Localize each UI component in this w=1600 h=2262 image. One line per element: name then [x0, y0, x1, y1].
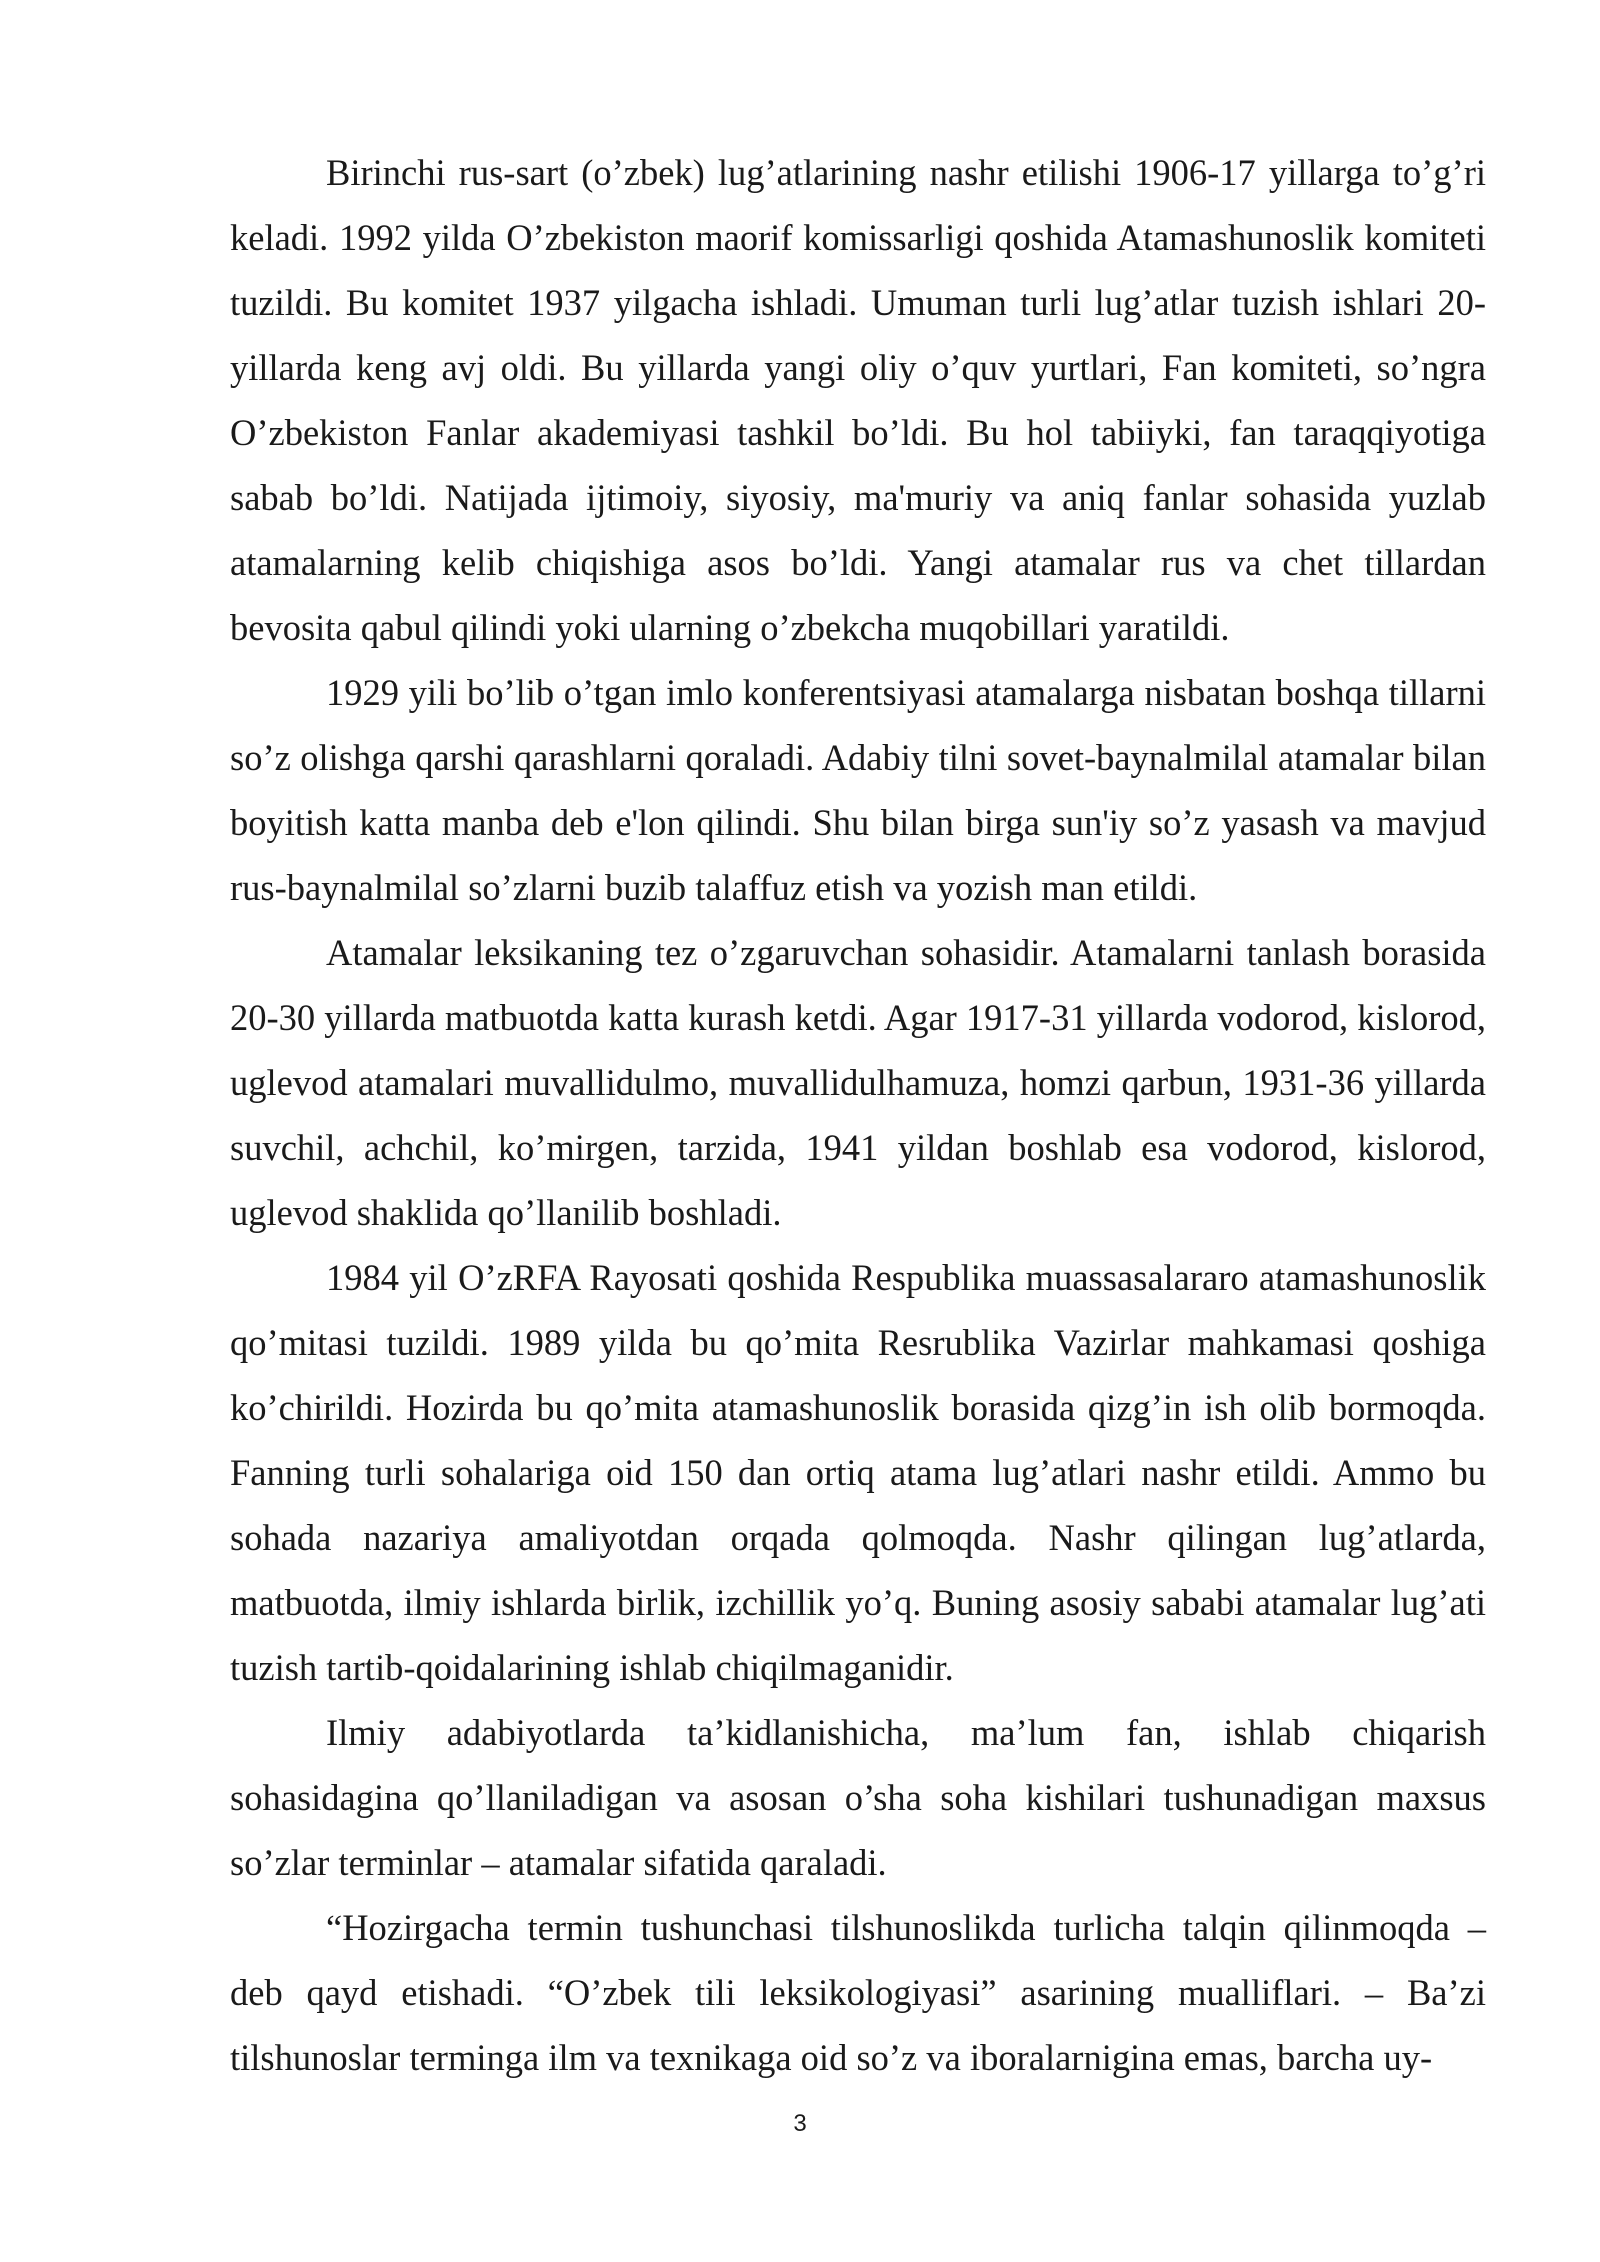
document-body [230, 140, 1486, 2090]
paragraph-6: “Hozirgacha termin tushunchasi tilshunoslikda turlicha talqin qilinmoqda – deb qayd etishadi. “O’zbek tili leksikologiyasi” asarining mualliflari. – Ba’zi tilshunoslar terminga ilm va texnikaga oid so’z va iboralarnigina emas, barcha uy- [230, 1907, 1486, 2078]
page-number: 3 [793, 2110, 807, 2137]
paragraph-2: 1929 yili bo’lib o’tgan imlo konferentsiyasi atamalarga nisbatan boshqa tillarni so’z olishga qarshi qarashlarni qoraladi. Adabiy tilni sovet-baynalmilal atamalar bilan boyitish katta manba deb e'lon qilindi. Shu bilan birga sun'iy so’z yasash va mavjud rus-baynalmilal so’zlarni buzib talaffuz etish va yozish man etildi. [230, 672, 1486, 908]
paragraph-3: Atamalar leksikaning tez o’zgaruvchan sohasidir. Atamalarni tanlash borasida 20-30 yillarda matbuotda katta kurash ketdi. Agar 1917-31 yillarda vodorod, kislorod, uglevod atamalari muvallidulmo, muvallidulhamuza, homzi qarbun, 1931-36 yillarda suvchil, achchil, ko’mirgen, tarzida, 1941 yildan boshlab esa vodorod, kislorod, uglevod shaklida qo’llanilib boshladi. [230, 932, 1486, 1233]
paragraph-5: Ilmiy adabiyotlarda ta’kidlanishicha, ma’lum fan, ishlab chiqarish sohasidagina qo’llaniladigan va asosan o’sha soha kishilari tushunadigan maxsus so’zlar terminlar – atamalar sifatida qaraladi. [230, 1712, 1486, 1883]
paragraph-4: 1984 yil O’zRFA Rayosati qoshida Respublika muassasalararo atamashunoslik qo’mitasi tuzildi. 1989 yilda bu qo’mita Resrublika Vazirlar mahkamasi qoshiga ko’chirildi. Hozirda bu qo’mita atamashunoslik borasida qizg’in ish olib bormoqda. Fanning turli sohalariga oid 150 dan ortiq atama lug’atlari nashr etildi. Ammo bu sohada nazariya amaliyotdan orqada qolmoqda. Nashr qilingan lug’atlarda, matbuotda, ilmiy ishlarda birlik, izchillik yo’q. Buning asosiy sababi atamalar lug’ati tuzish tartib-qoidalarining ishlab chiqilmaganidir. [230, 1257, 1486, 1688]
paragraph-1: Birinchi rus-sart (o’zbek) lug’atlarining nashr etilishi 1906-17 yillarga to’g’ri keladi. 1992 yilda O’zbekiston maorif komissarligi qoshida Atamashunoslik komiteti tuzildi. Bu komitet 1937 yilgacha ishladi. Umuman turli lug’atlar tuzish ishlari 20-yillarda keng avj oldi. Bu yillarda yangi oliy o’quv yurtlari, Fan komiteti, so’ngra O’zbekiston Fanlar akademiyasi tashkil bo’ldi. Bu hol tabiiyki, fan taraqqiyotiga sabab bo’ldi. Natijada ijtimoiy, siyosiy, ma'muriy va aniq fanlar sohasida yuzlab atamalarning kelib chiqishiga asos bo’ldi. Yangi atamalar rus va chet tillardan bevosita qabul qilindi yoki ularning o’zbekcha muqobillari yaratildi. [230, 152, 1486, 648]
